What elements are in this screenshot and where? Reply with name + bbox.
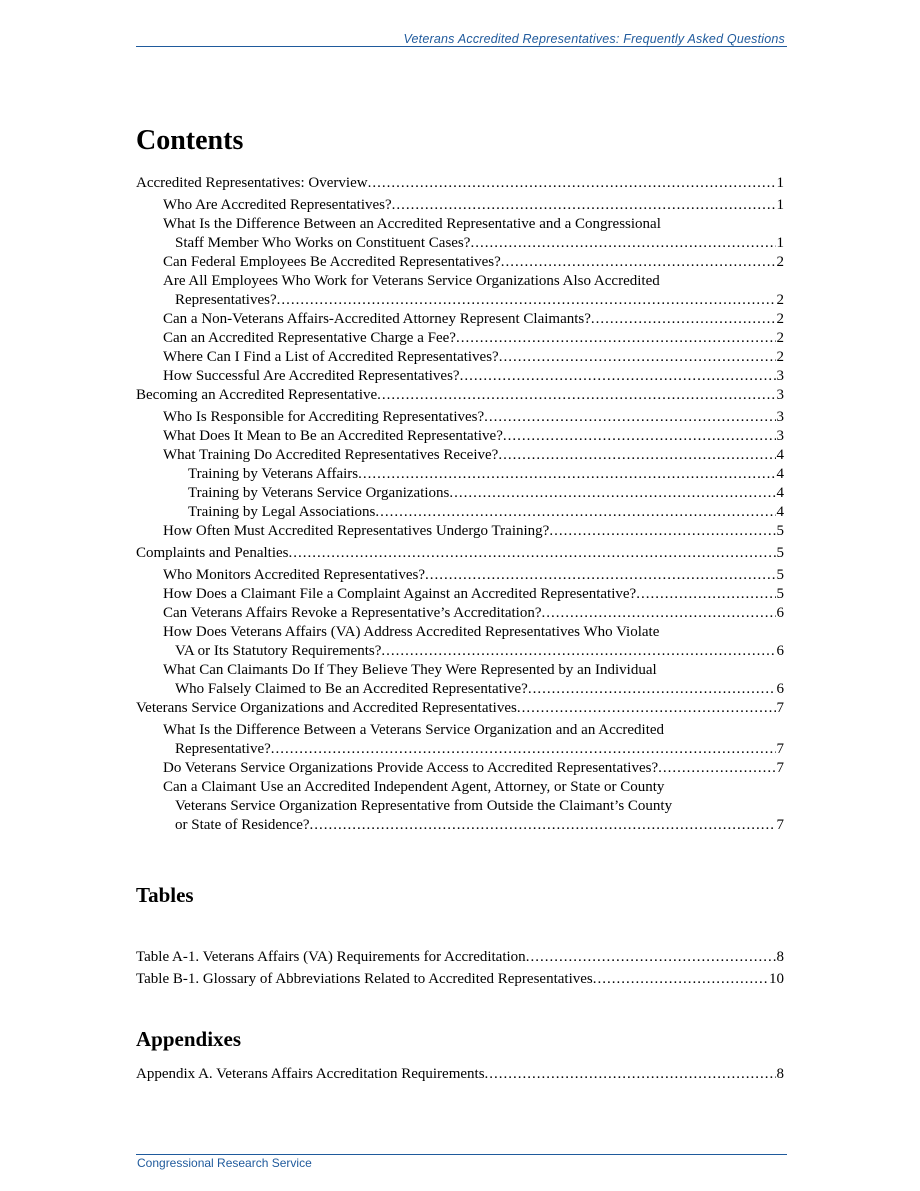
toc-entry[interactable]: Who Monitors Accredited Representatives? ..... 5: [163, 566, 784, 585]
toc-entry[interactable]: Table B-1. Glossary of Abbreviations Related to Accredited Representatives ..... 10: [136, 970, 784, 989]
toc-entry[interactable]: Who Is Responsible for Accrediting Representatives? ..... 3: [163, 408, 784, 427]
toc-entry[interactable]: Table A-1. Veterans Affairs (VA) Requirements for Accreditation ..... 8: [136, 948, 784, 967]
toc-entry[interactable]: How Often Must Accredited Representatives Undergo Training? ..... 5: [163, 522, 784, 541]
toc-entry[interactable]: Veterans Service Organizations and Accredited Representatives ..... 7: [136, 699, 784, 718]
appendixes-list: [136, 1065, 784, 1084]
toc-entry[interactable]: Where Can I Find a List of Accredited Representatives? ..... 2: [163, 348, 784, 367]
toc-entry[interactable]: Staff Member Who Works on Constituent Cases? ..... 1: [163, 234, 784, 253]
toc-entry[interactable]: Appendix A. Veterans Affairs Accreditation Requirements ..... 8: [136, 1065, 784, 1084]
toc-entry[interactable]: Becoming an Accredited Representative ..... 3: [136, 386, 784, 405]
toc-group: [136, 196, 784, 386]
tables-list: [136, 948, 784, 989]
toc-group: [136, 522, 784, 541]
toc-entry[interactable]: Can an Accredited Representative Charge a Fee? ..... 2: [163, 329, 784, 348]
header-rule: [136, 46, 787, 47]
toc-entry-line[interactable]: Veterans Service Organization Representative from Outside the Claimant’s County: [175, 798, 673, 814]
toc-entry-line[interactable]: Can a Claimant Use an Accredited Independent Agent, Attorney, or State or County: [163, 779, 665, 795]
toc-entry[interactable]: Training by Legal Associations ..... 4: [188, 503, 784, 522]
running-footer: Congressional Research Service: [137, 1156, 312, 1170]
toc-group: [136, 408, 784, 465]
toc-group: [136, 465, 784, 522]
toc-entry[interactable]: What Training Do Accredited Representatives Receive? ..... 4: [163, 446, 784, 465]
toc-entry[interactable]: Who Are Accredited Representatives? ..... 1: [163, 196, 784, 215]
toc-entry-line[interactable]: What Is the Difference Between a Veterans Service Organization and an Accredited: [163, 722, 665, 738]
toc-entry[interactable]: How Successful Are Accredited Representatives? ..... 3: [163, 367, 784, 386]
toc-group: [136, 721, 784, 835]
toc-group: [136, 566, 784, 699]
toc-entry[interactable]: Representatives? ..... 2: [163, 291, 784, 310]
toc-entry[interactable]: Training by Veterans Affairs ..... 4: [188, 465, 784, 484]
footer-rule: [136, 1154, 787, 1155]
toc-entry[interactable]: Can Veterans Affairs Revoke a Representative’s Accreditation? ..... 6: [163, 604, 784, 623]
appendixes-heading: Appendixes: [136, 1027, 242, 1051]
toc-entry[interactable]: Can Federal Employees Be Accredited Representatives? ..... 2: [163, 253, 784, 272]
toc-entry[interactable]: Accredited Representatives: Overview ..... 1: [136, 174, 784, 193]
toc-entry[interactable]: How Does a Claimant File a Complaint Against an Accredited Representative? ..... 5: [163, 585, 784, 604]
toc-entry[interactable]: Representative? ..... 7: [163, 740, 784, 759]
toc-entry-line[interactable]: What Can Claimants Do If They Believe They Were Represented by an Individual: [163, 662, 657, 678]
contents-list: [136, 174, 784, 835]
toc-entry[interactable]: Can a Non-Veterans Affairs-Accredited Attorney Represent Claimants? ..... 2: [163, 310, 784, 329]
toc-entry[interactable]: Training by Veterans Service Organizations ..... 4: [188, 484, 784, 503]
toc-entry[interactable]: Complaints and Penalties ..... 5: [136, 544, 784, 563]
toc-entry-line[interactable]: Are All Employees Who Work for Veterans Service Organizations Also Accredited: [163, 273, 660, 289]
tables-heading: Tables: [136, 883, 194, 907]
running-header: Veterans Accredited Representatives: Frequently Asked Questions: [403, 32, 785, 46]
contents-heading: Contents: [136, 125, 244, 156]
toc-entry[interactable]: Who Falsely Claimed to Be an Accredited Representative? ..... 6: [163, 680, 784, 699]
toc-entry-line[interactable]: How Does Veterans Affairs (VA) Address Accredited Representatives Who Violate: [163, 624, 660, 640]
toc-entry[interactable]: or State of Residence? ..... 7: [163, 816, 784, 835]
toc-entry-line[interactable]: What Is the Difference Between an Accredited Representative and a Congressional: [163, 216, 661, 232]
toc-entry[interactable]: Do Veterans Service Organizations Provide Access to Accredited Representatives? ..... 7: [163, 759, 784, 778]
toc-entry[interactable]: VA or Its Statutory Requirements? ..... 6: [163, 642, 784, 661]
toc-entry[interactable]: What Does It Mean to Be an Accredited Representative? ..... 3: [163, 427, 784, 446]
